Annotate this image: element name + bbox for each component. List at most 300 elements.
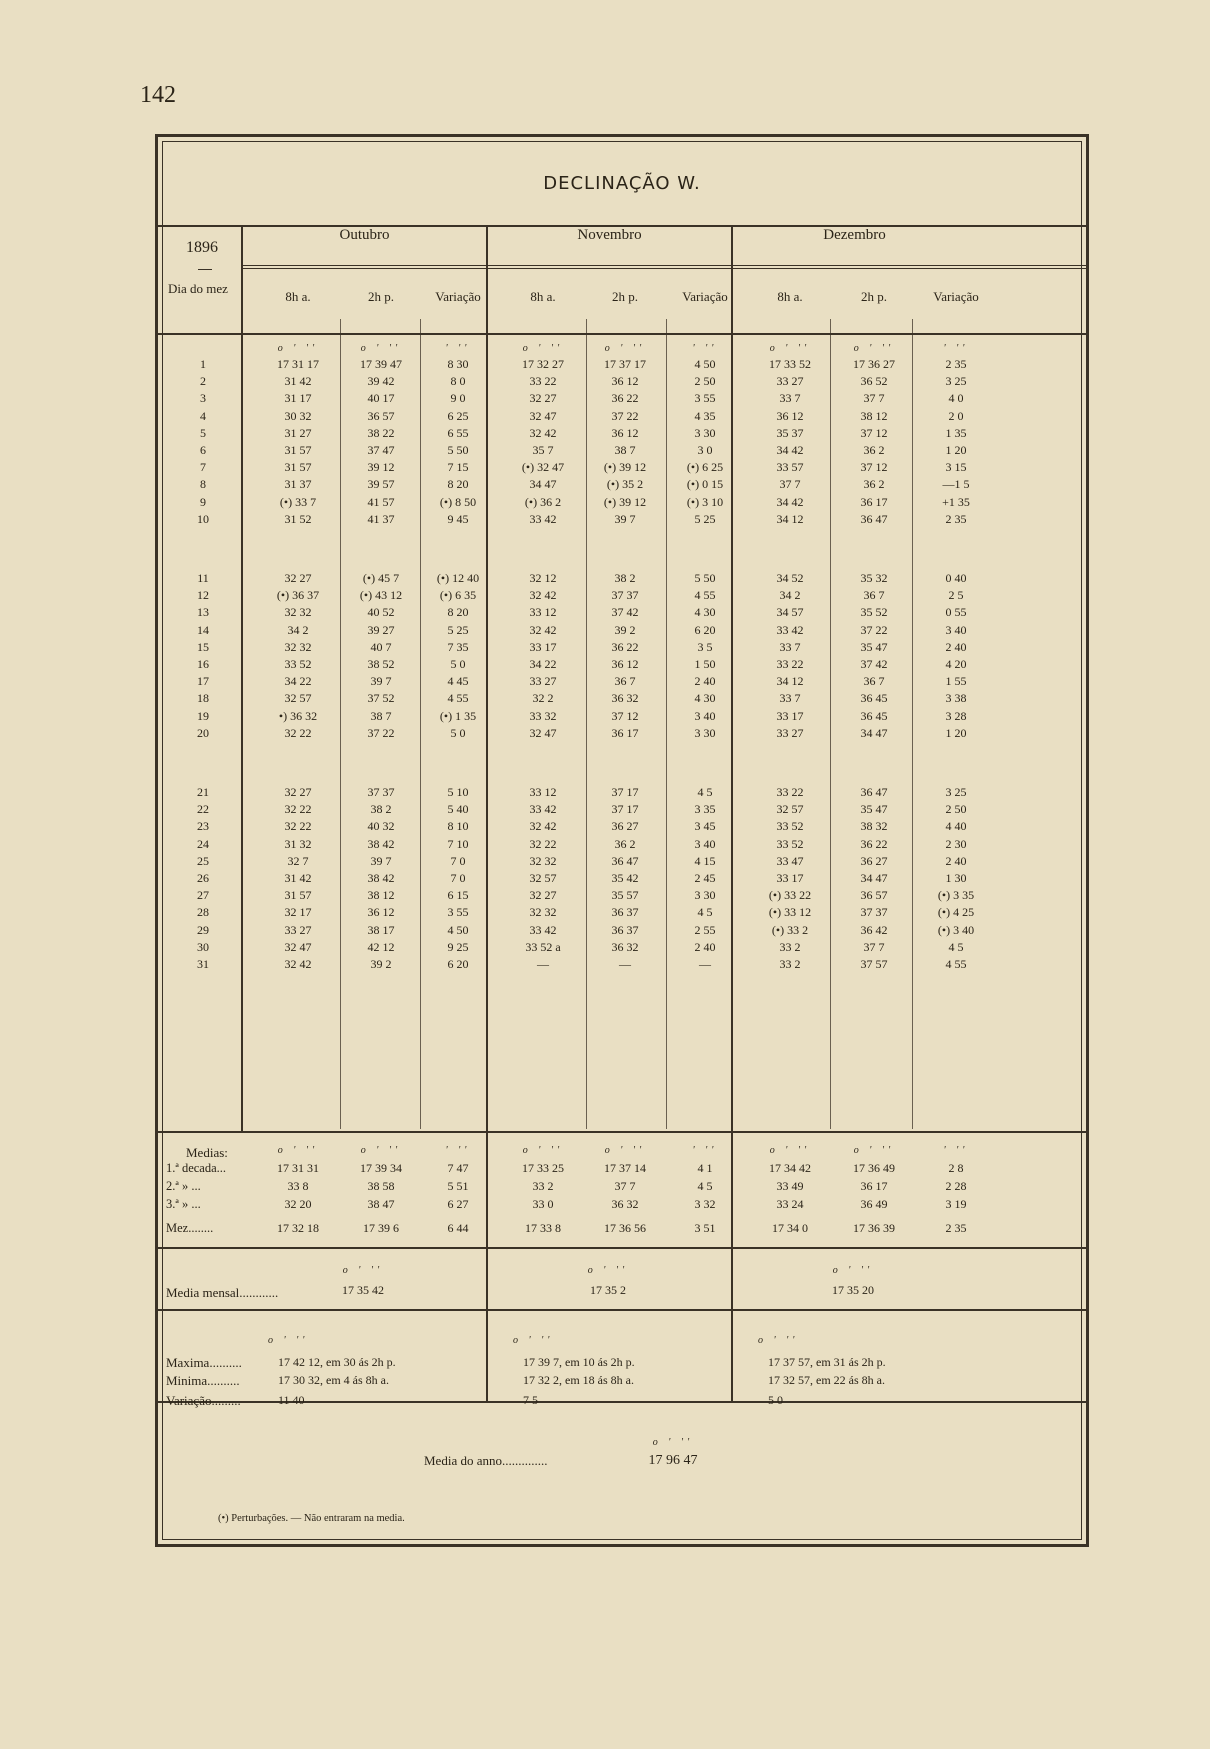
table-cell: — [699, 957, 711, 971]
media-mensal-value: 17 35 2 [590, 1283, 626, 1297]
medias-cell: 17 36 56 [604, 1221, 646, 1235]
day-number: 11 [197, 571, 209, 585]
column-subheader: 2h p. [368, 289, 394, 304]
table-cell: — [619, 957, 631, 971]
table-cell: (•) 12 40 [436, 571, 480, 585]
table-cell: 17 39 47 [360, 357, 402, 371]
table-cell: 4 55 [447, 691, 469, 706]
medias-cell: 3 51 [694, 1221, 716, 1235]
table-cell: 41 37 [367, 511, 395, 526]
table-cell: 37 57 [860, 957, 888, 971]
column-subheader: 8h a. [530, 289, 556, 304]
table-cell: 6 25 [447, 408, 469, 423]
table-cell: 32 32 [284, 639, 312, 654]
table-cell: 7 10 [447, 836, 469, 851]
table-cell: 38 42 [367, 871, 395, 885]
day-number: 31 [197, 957, 209, 971]
table-cell: 3 55 [447, 905, 469, 920]
day-number: 29 [197, 922, 209, 937]
table-cell: 2 50 [945, 802, 967, 817]
table-cell: 34 57 [776, 605, 804, 620]
table-cell: 36 12 [776, 408, 804, 423]
table-cell: 31 27 [284, 425, 312, 440]
decade-label: 1.ª decada... [166, 1161, 227, 1175]
table-cell: 5 10 [447, 785, 469, 799]
extreme-value: 17 39 7, em 10 ás 2h p. [523, 1355, 635, 1369]
table-cell: 2 40 [694, 939, 716, 954]
table-cell: 39 7 [370, 674, 392, 689]
table-cell: 35 47 [860, 639, 888, 654]
medias-cell: 2 8 [948, 1161, 964, 1175]
table-cell: 36 7 [863, 674, 885, 689]
table-cell: 4 50 [447, 922, 469, 937]
table-cell: 33 42 [529, 802, 557, 817]
table-cell: (•) 3 35 [937, 888, 975, 903]
table-cell: (•) 0 15 [686, 477, 724, 492]
table-cell: 33 32 [529, 708, 557, 723]
unit-label: ' '' [445, 343, 471, 354]
table-cell: 17 37 17 [604, 357, 646, 371]
table-cell: 39 12 [367, 460, 395, 475]
medias-cell: 3 32 [694, 1197, 716, 1211]
decade-label: 2.ª » ... [166, 1179, 201, 1193]
media-mensal-value: 17 35 20 [832, 1283, 874, 1297]
table-cell: 37 42 [611, 605, 639, 620]
table-cell: 36 27 [611, 819, 639, 834]
table-cell: 4 35 [694, 408, 716, 423]
table-cell: 9 25 [447, 939, 469, 954]
table-cell: 33 52 [776, 836, 804, 851]
unit-label: o ' '' [513, 1335, 554, 1346]
table-cell: 17 31 17 [277, 357, 319, 371]
table-cell: +1 35 [942, 494, 970, 509]
table-cell: 36 52 [860, 374, 888, 389]
table-cell: 32 42 [529, 588, 557, 603]
table-cell: 3 30 [694, 888, 716, 903]
table-cell: 1 35 [945, 425, 967, 440]
unit-label: o ' '' [360, 343, 402, 354]
table-cell: 34 47 [860, 725, 888, 740]
table-cell: 32 57 [284, 691, 312, 706]
medias-cell: 6 44 [447, 1221, 469, 1235]
unit-label: ' '' [692, 1145, 718, 1156]
table-cell: 4 40 [945, 819, 967, 834]
table-cell: (•) 33 7 [279, 494, 317, 509]
table-cell: 33 27 [284, 922, 312, 937]
table-cell: 33 22 [776, 657, 804, 671]
day-number: 30 [197, 939, 209, 954]
medias-cell: 3 19 [945, 1197, 967, 1211]
day-number: 4 [200, 408, 206, 423]
table-cell: 17 36 27 [853, 357, 895, 371]
day-number: 3 [200, 391, 206, 406]
table-cell: 31 42 [284, 871, 312, 885]
table-cell: 37 17 [611, 785, 639, 799]
footnote: (•) Perturbações. — Não entraram na media. [218, 1513, 405, 1524]
medias-cell: 17 39 34 [360, 1161, 402, 1175]
extreme-value: 17 30 32, em 4 ás 8h a. [278, 1373, 389, 1387]
mensal-bottom-rule [158, 1309, 1086, 1311]
table-cell: 33 7 [779, 391, 801, 406]
table-cell: 5 25 [447, 622, 469, 637]
day-number: 22 [197, 802, 209, 817]
decade-label: 3.ª » ... [166, 1197, 201, 1211]
table-cell: 1 55 [945, 674, 967, 689]
table-cell: 32 42 [284, 957, 312, 971]
day-number: 19 [197, 708, 209, 723]
table-cell: 39 7 [370, 853, 392, 868]
media-mensal-label: Media mensal............ [166, 1285, 279, 1300]
table-cell: 4 5 [697, 785, 713, 799]
table-cell: 32 42 [529, 622, 557, 637]
day-number: 8 [200, 477, 206, 492]
column-subheader: 2h p. [861, 289, 887, 304]
table-cell: 5 0 [450, 657, 466, 671]
unit-label: o ' '' [853, 343, 895, 354]
medias-cell: 17 36 39 [853, 1221, 895, 1235]
table-cell: 30 32 [284, 408, 312, 423]
table-cell: 33 22 [529, 374, 557, 389]
media-mensal-value: 17 35 42 [342, 1283, 384, 1297]
medias-cell: 17 33 25 [522, 1161, 564, 1175]
medias-cell: 17 36 49 [853, 1161, 895, 1175]
table-cell: 36 42 [860, 922, 888, 937]
media-anno-value: 17 96 47 [648, 1453, 698, 1468]
table-cell: 37 37 [367, 785, 395, 799]
unit-label: o ' '' [832, 1265, 874, 1276]
table-cell: 31 42 [284, 374, 312, 389]
table-cell: (•) 32 47 [521, 460, 565, 475]
table-cell: 2 35 [945, 357, 967, 371]
table-cell: 37 7 [863, 391, 885, 406]
table-cell: 2 40 [945, 639, 967, 654]
table-cell: 6 20 [447, 957, 469, 971]
table-cell: 32 32 [529, 905, 557, 920]
table-cell: 40 17 [367, 391, 395, 406]
table-cell: 38 32 [860, 819, 888, 834]
medias-cell: 2 35 [945, 1221, 967, 1235]
table-cell: 32 2 [532, 691, 554, 706]
table-cell: 2 0 [948, 408, 964, 423]
table-cell: 31 52 [284, 511, 312, 526]
table-cell: 39 57 [367, 477, 395, 492]
table-cell: 36 27 [860, 853, 888, 868]
table-cell: 3 55 [694, 391, 716, 406]
table-cell: 36 12 [367, 905, 395, 920]
table-cell: 7 35 [447, 639, 469, 654]
table-cell: 32 27 [284, 571, 312, 585]
unit-label: o ' '' [342, 1265, 384, 1276]
table-cell: (•) 8 50 [439, 494, 477, 509]
table-cell: 4 5 [697, 905, 713, 920]
extreme-value: 17 37 57, em 31 ás 2h p. [768, 1355, 886, 1369]
unit-label: o ' '' [652, 1437, 694, 1448]
table-cell: 36 12 [611, 425, 639, 440]
table-cell: 36 22 [860, 836, 888, 851]
unit-label: o ' '' [277, 343, 319, 354]
table-cell: 36 32 [611, 939, 639, 954]
table-cell: 32 17 [284, 905, 312, 920]
day-label: Dia do mez [168, 281, 228, 296]
table-cell: 36 22 [611, 391, 639, 406]
table-cell: 32 22 [284, 802, 312, 817]
day-number: 17 [197, 674, 209, 689]
medias-cell: 33 49 [776, 1179, 804, 1193]
table-cell: (•) 39 12 [603, 460, 647, 475]
table-cell: 33 52 [284, 657, 312, 671]
table-cell: 2 35 [945, 511, 967, 526]
table-cell: 34 47 [860, 871, 888, 885]
table-cell: —1 5 [942, 477, 970, 492]
extreme-value: 17 32 57, em 22 ás 8h a. [768, 1373, 885, 1387]
table-cell: 37 12 [860, 425, 888, 440]
table-cell: 36 12 [611, 374, 639, 389]
table-cell: 39 2 [370, 957, 392, 971]
table-cell: 3 38 [945, 691, 967, 706]
table-cell: 39 2 [614, 622, 636, 637]
extreme-value: 17 42 12, em 30 ás 2h p. [278, 1355, 396, 1369]
table-cell: 2 30 [945, 836, 967, 851]
table-cell: 6 20 [694, 622, 716, 637]
medias-cell: 36 32 [611, 1197, 639, 1211]
table-cell: 34 12 [776, 674, 804, 689]
table-cell: 37 12 [611, 708, 639, 723]
table-cell: 35 32 [860, 571, 888, 585]
month-header: Novembro [577, 227, 642, 243]
table-cell: 3 5 [697, 639, 713, 654]
table-cell: 35 52 [860, 605, 888, 620]
table-cell: 32 27 [529, 888, 557, 903]
table-cell: 36 32 [611, 691, 639, 706]
table-cell: 42 12 [367, 939, 395, 954]
month-header: Dezembro [823, 227, 886, 243]
table-cell: 34 42 [776, 443, 804, 457]
table-cell: 40 32 [367, 819, 395, 834]
table-cell: 0 55 [945, 605, 967, 620]
table-cell: 2 55 [694, 922, 716, 937]
table-cell: 33 17 [776, 708, 804, 723]
unit-label: ' '' [943, 1145, 969, 1156]
table-cell: 5 40 [447, 802, 469, 817]
mez-label: Mez........ [166, 1221, 214, 1235]
table-cell: 17 32 27 [522, 357, 564, 371]
day-number: 26 [197, 871, 209, 885]
medias-cell: 7 47 [447, 1161, 469, 1175]
day-number: 2 [200, 374, 206, 389]
table-cell: 32 7 [287, 853, 309, 868]
medias-cell: 17 39 6 [363, 1221, 399, 1235]
header-rule [243, 268, 1086, 269]
table-cell: (•) 45 7 [362, 571, 400, 585]
table-cell: 4 55 [694, 588, 716, 603]
table-cell: 32 42 [529, 425, 557, 440]
table-cell: 34 42 [776, 494, 804, 509]
table-cell: 8 10 [447, 819, 469, 834]
table-cell: 37 22 [860, 622, 888, 637]
table-cell: 33 57 [776, 460, 804, 475]
table-cell: •) 36 32 [278, 708, 318, 723]
table-cell: 36 37 [611, 905, 639, 920]
table-cell: 3 35 [694, 802, 716, 817]
table-cell: 38 12 [860, 408, 888, 423]
table-cell: 32 27 [284, 785, 312, 799]
day-number: 14 [197, 622, 209, 637]
year-dash [198, 269, 212, 270]
medias-cell: 2 28 [945, 1179, 967, 1193]
day-number: 7 [200, 460, 206, 475]
table-cell: 37 7 [779, 477, 801, 492]
unit-label: o ' '' [522, 343, 564, 354]
table-cell: 37 47 [367, 443, 395, 457]
table-cell: 3 25 [945, 785, 967, 799]
column-subheader: Variação [933, 289, 979, 304]
table-cell: 39 27 [367, 622, 395, 637]
table-cell: 38 2 [614, 571, 636, 585]
column-subheader: Variação [435, 289, 481, 304]
table-cell: 36 2 [614, 836, 636, 851]
month-header: Outubro [339, 227, 390, 243]
table-cell: 35 57 [611, 888, 639, 903]
medias-label: Medias: [186, 1145, 228, 1160]
table-cell: 34 22 [529, 657, 557, 671]
table-cell: 8 30 [447, 357, 469, 371]
medias-cell: 32 20 [284, 1197, 312, 1211]
table-cell: 32 32 [529, 853, 557, 868]
day-number: 10 [197, 511, 209, 526]
day-number: 28 [197, 905, 209, 920]
table-cell: 32 22 [284, 819, 312, 834]
medias-cell: 17 33 8 [525, 1221, 561, 1235]
medias-cell: 6 27 [447, 1197, 469, 1211]
day-number: 21 [197, 785, 209, 799]
table-cell: 1 30 [945, 871, 967, 885]
table-cell: 3 45 [694, 819, 716, 834]
table-cell: 33 47 [776, 853, 804, 868]
table-cell: 3 40 [945, 622, 967, 637]
day-number: 25 [197, 853, 209, 868]
table-cell: 31 57 [284, 443, 312, 457]
table-cell: 38 22 [367, 425, 395, 440]
table-cell: 9 0 [450, 391, 466, 406]
unit-label: o ' '' [769, 1145, 811, 1156]
unit-label: o ' '' [277, 1145, 319, 1156]
table-cell: 36 45 [860, 691, 888, 706]
table-cell: 33 27 [529, 674, 557, 689]
medias-cell: 4 1 [697, 1161, 713, 1175]
table-cell: (•) 39 12 [603, 494, 647, 509]
day-number: 13 [197, 605, 209, 620]
table-cell: 4 55 [945, 957, 967, 971]
table-cell: 37 37 [611, 588, 639, 603]
table-cell: (•) 36 2 [524, 494, 562, 509]
day-number: 1 [200, 357, 206, 371]
column-subheader: 2h p. [612, 289, 638, 304]
table-cell: 32 47 [284, 939, 312, 954]
table-cell: 36 57 [860, 888, 888, 903]
table-cell: (•) 6 25 [686, 460, 724, 475]
table-cell: (•) 1 35 [439, 708, 477, 723]
table-cell: 33 17 [776, 871, 804, 885]
media-anno-label: Media do anno.............. [424, 1453, 548, 1468]
table-cell: 32 22 [284, 725, 312, 740]
table-cell: 33 12 [529, 605, 557, 620]
table-cell: 36 17 [860, 494, 888, 509]
table-cell: 2 45 [694, 871, 716, 885]
header-bottom-rule [158, 333, 1086, 335]
table-cell: 37 17 [611, 802, 639, 817]
table-cell: 36 45 [860, 708, 888, 723]
table-cell: 41 57 [367, 494, 395, 509]
table-cell: 33 27 [776, 725, 804, 740]
table-cell: 7 15 [447, 460, 469, 475]
medias-cell: 33 2 [532, 1179, 554, 1193]
table-cell: 31 32 [284, 836, 312, 851]
unit-label: ' '' [692, 343, 718, 354]
medias-cell: 38 58 [367, 1179, 395, 1193]
table-cell: 2 40 [945, 853, 967, 868]
day-number: 15 [197, 639, 209, 654]
table-cell: 3 0 [697, 443, 713, 457]
unit-label: o ' '' [769, 343, 811, 354]
table-cell: 5 50 [694, 571, 716, 585]
table-cell: 37 42 [860, 657, 888, 671]
table-cell: (•) 33 2 [771, 922, 809, 937]
table-cell: 36 22 [611, 639, 639, 654]
table-cell: 33 17 [529, 639, 557, 654]
medias-cell: 17 31 31 [277, 1161, 319, 1175]
table-cell: 31 57 [284, 888, 312, 903]
table-cell: 38 7 [370, 708, 392, 723]
day-number: 16 [197, 657, 209, 671]
day-number: 23 [197, 819, 209, 834]
column-subheader: 8h a. [285, 289, 311, 304]
day-number: 5 [200, 425, 206, 440]
table-cell: 33 27 [776, 374, 804, 389]
table-cell: 32 47 [529, 725, 557, 740]
table-cell: (•) 33 12 [768, 905, 812, 920]
table-cell: (•) 35 2 [606, 477, 644, 492]
medias-cell: 5 51 [447, 1179, 469, 1193]
column-subheader: 8h a. [777, 289, 803, 304]
table-cell: 8 0 [450, 374, 466, 389]
table-cell: 36 2 [863, 477, 885, 492]
table-cell: 0 40 [945, 571, 967, 585]
page-number: 142 [140, 82, 176, 108]
table-cell: 33 7 [779, 691, 801, 706]
extreme-value: 17 32 2, em 18 ás 8h a. [523, 1373, 634, 1387]
table-cell: 33 2 [779, 957, 801, 971]
table-cell: 3 15 [945, 460, 967, 475]
table-cell: 38 12 [367, 888, 395, 903]
table-title: DECLINAÇÃO W. [543, 173, 701, 194]
header-rule [243, 265, 1086, 266]
extreme-label: Minima.......... [166, 1373, 240, 1388]
table-cell: 38 42 [367, 836, 395, 851]
extreme-label: Maxima.......... [166, 1355, 242, 1370]
table-cell: 36 2 [863, 443, 885, 457]
table-cell: (•) 36 37 [276, 588, 320, 603]
table-cell: (•) 43 12 [359, 588, 403, 603]
table-cell: 2 40 [694, 674, 716, 689]
table-cell: 40 52 [367, 605, 395, 620]
table-cell: 36 17 [611, 725, 639, 740]
table-cell: 8 20 [447, 605, 469, 620]
table-cell: 37 22 [367, 725, 395, 740]
unit-label: o ' '' [604, 1145, 646, 1156]
unit-label: o ' '' [268, 1335, 309, 1346]
table-cell: 32 27 [529, 391, 557, 406]
medias-cell: 38 47 [367, 1197, 395, 1211]
